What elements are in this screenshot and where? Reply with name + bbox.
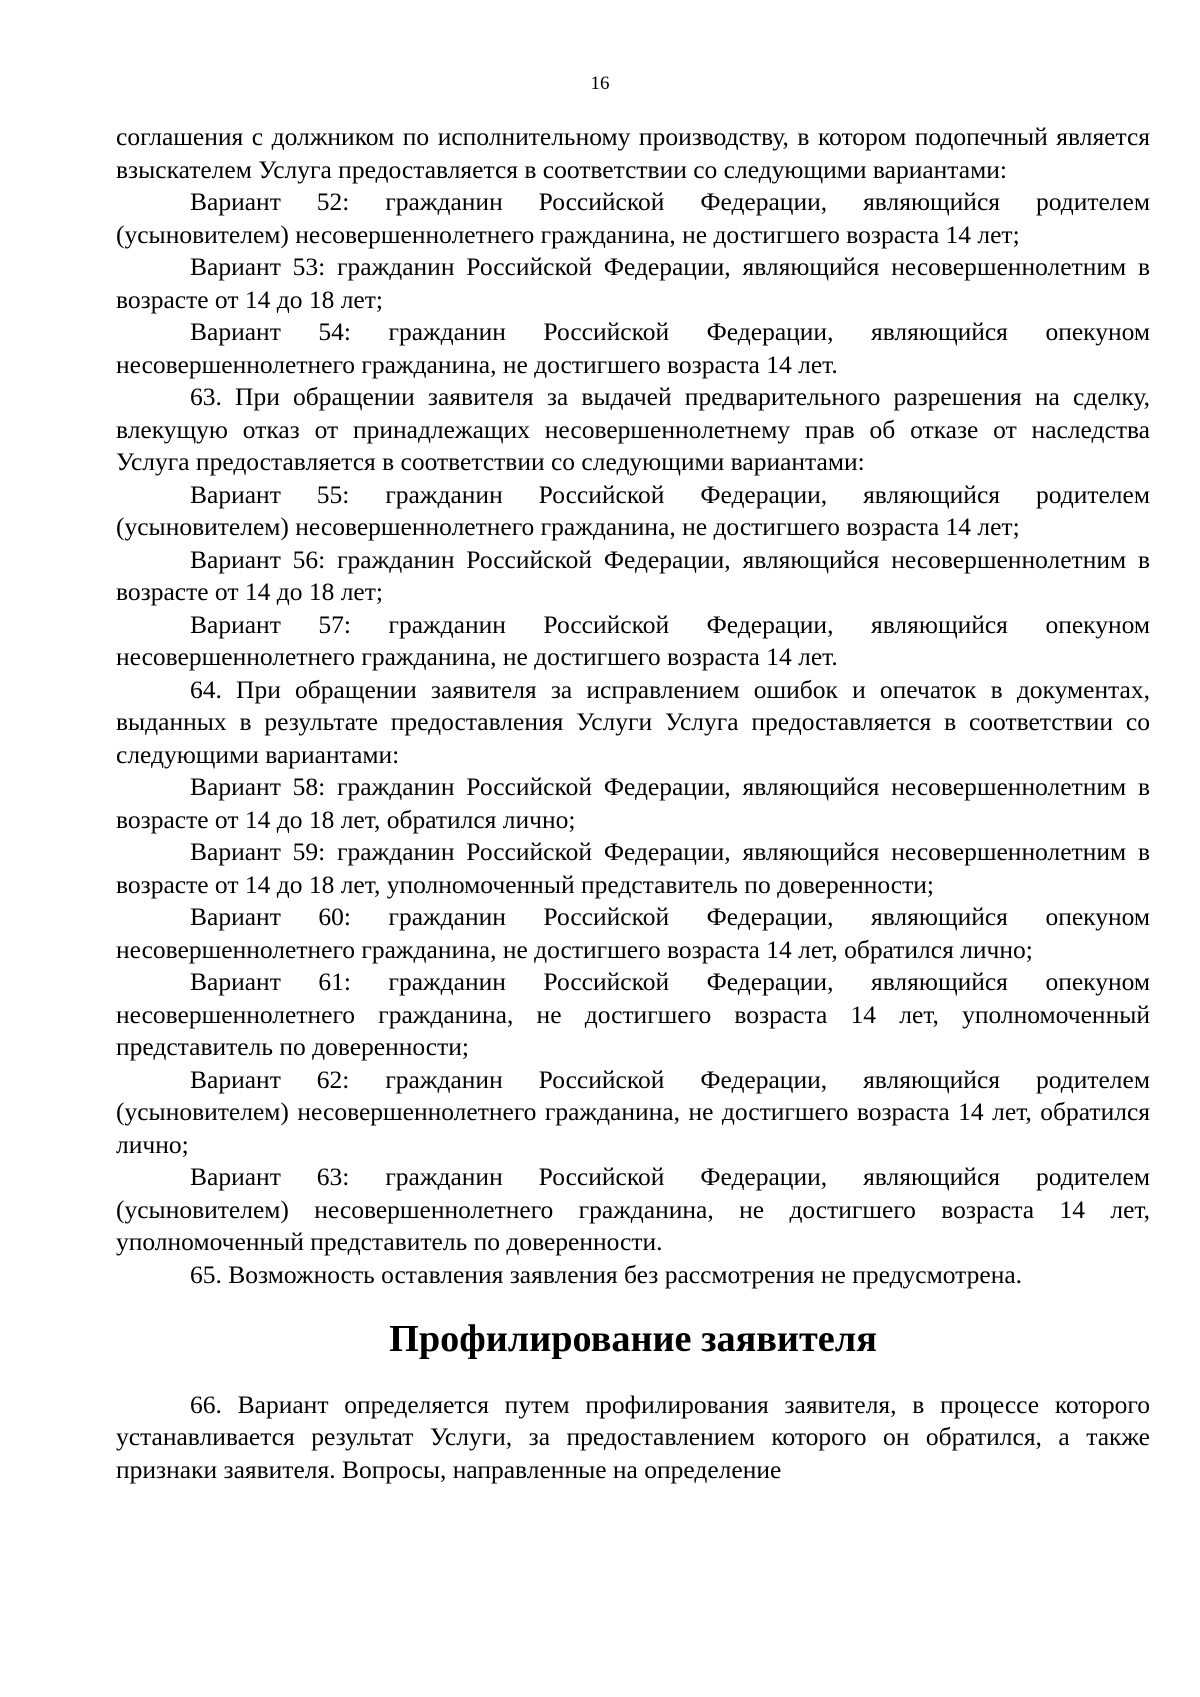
paragraph-variant-60: Вариант 60: гражданин Российской Федерации, являющийся опекуном несовершеннолетнего гражданина, не достигшего возраста 14 лет, обратился лично; xyxy=(116,902,1150,964)
section-heading: Профилирование заявителя xyxy=(389,1318,877,1360)
paragraph-variant-61: Вариант 61: гражданин Российской Федерации, являющийся опекуном несовершеннолетнего гражданина, не достигшего возраста 14 лет, уполномоченный представитель по доверенности; xyxy=(116,967,1150,1061)
paragraph-variant-62: Вариант 62: гражданин Российской Федерации, являющийся родителем (усыновителем) несовершеннолетнего гражданина, не достигшего возраста 14 лет, обратился лично; xyxy=(116,1064,1150,1159)
paragraph-variant-55: Вариант 55: гражданин Российской Федерации, являющийся родителем (усыновителем) несовершеннолетнего гражданина, не достигшего возраста 14 лет; xyxy=(116,479,1150,541)
paragraph-variant-52: Вариант 52: гражданин Российской Федерации, являющийся родителем (усыновителем) несовершеннолетнего гражданина, не достигшего возраста 14 лет; xyxy=(116,187,1150,249)
paragraph-variant-59: Вариант 59: гражданин Российской Федерации, являющийся несовершеннолетним в возрасте от 14 до 18 лет, уполномоченный представитель по доверенности; xyxy=(116,837,1150,899)
paragraph-clause-64: 64. При обращении заявителя за исправлением ошибок и опечаток в документах, выданных в результате предоставления Услуги Услуга предоставляется в соответствии со следующими вариантами: xyxy=(116,674,1150,769)
paragraph-variant-56: Вариант 56: гражданин Российской Федерации, являющийся несовершеннолетним в возрасте от 14 до 18 лет; xyxy=(116,544,1150,606)
paragraph-clause-66: 66. Вариант определяется путем профилирования заявителя, в процессе которого устанавливается результат Услуги, за предоставлением которого он обратился, а также признаки заявителя. Вопросы, направленные на определение xyxy=(116,1389,1150,1484)
document-body xyxy=(116,121,1150,1486)
paragraph-variant-63: Вариант 63: гражданин Российской Федерации, являющийся родителем (усыновителем) несовершеннолетнего гражданина, не достигшего возраста 14 лет, уполномоченный представитель по доверенности. xyxy=(116,1162,1150,1256)
paragraph-clause-65: 65. Возможность оставления заявления без рассмотрения не предусмотрена. xyxy=(190,1259,1023,1289)
paragraph-continuation: соглашения с должником по исполнительному производству, в котором подопечный является взыскателем Услуга предоставляется в соответствии со следующими вариантами: xyxy=(116,122,1150,184)
paragraph-clause-63: 63. При обращении заявителя за выдачей предварительного разрешения на сделку, влекущую отказ от принадлежащих несовершеннолетнему прав об отказе от наследства Услуга предоставляется в соответствии со следующими вариантами: xyxy=(116,382,1150,476)
paragraph-variant-53: Вариант 53: гражданин Российской Федерации, являющийся несовершеннолетним в возрасте от 14 до 18 лет; xyxy=(116,252,1150,314)
paragraph-variant-54: Вариант 54: гражданин Российской Федерации, являющийся опекуном несовершеннолетнего гражданина, не достигшего возраста 14 лет. xyxy=(116,317,1150,379)
paragraph-variant-58: Вариант 58: гражданин Российской Федерации, являющийся несовершеннолетним в возрасте от 14 до 18 лет, обратился лично; xyxy=(116,772,1150,834)
paragraph-variant-57: Вариант 57: гражданин Российской Федерации, являющийся опекуном несовершеннолетнего гражданина, не достигшего возраста 14 лет. xyxy=(116,609,1150,671)
page-number: 16 xyxy=(590,73,610,94)
